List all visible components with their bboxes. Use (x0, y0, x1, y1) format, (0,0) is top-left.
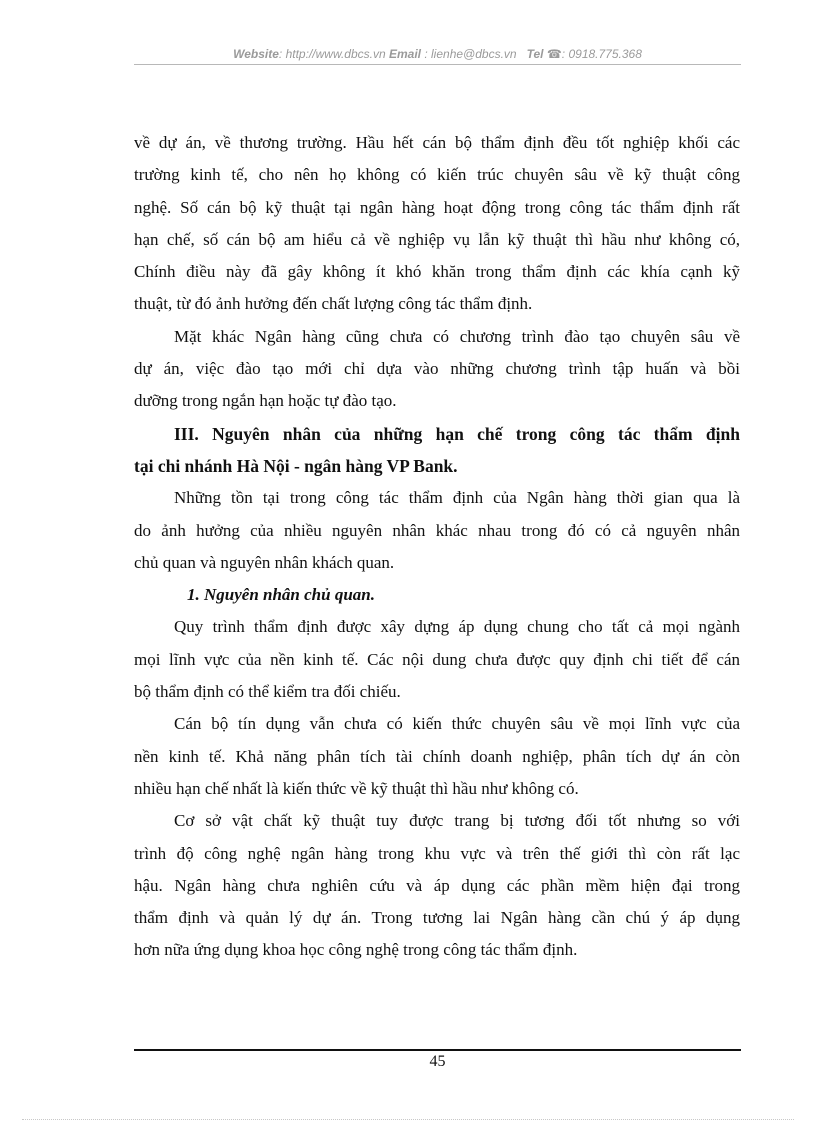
website-label: Website (233, 47, 279, 61)
text-line: Quy trình thẩm định được xây dựng áp dụng chung cho tất cả mọi ngành (174, 617, 740, 637)
text-line: bộ thẩm định có thể kiểm tra đối chiếu. (134, 682, 401, 702)
text-line: trình độ công nghệ ngân hàng trong khu vực và trên thế giới thì còn rất lạc (134, 843, 740, 863)
email-value: : lienhe@dbcs.vn (424, 47, 517, 61)
page-bottom-border (22, 1119, 794, 1120)
text-line: nghệ. Số cán bộ kỹ thuật tại ngân hàng hoạt động trong công tác thẩm định rất (134, 197, 740, 217)
text-line: về dự án, về thương trường. Hầu hết cán bộ thẩm định đều tốt nghiệp khối các (134, 133, 740, 152)
website-value: : http://www.dbcs.vn (278, 47, 386, 61)
page-number: 45 (429, 1053, 446, 1070)
text-line: dự án, việc đào tạo mới chỉ dựa vào những chương trình tập huấn và bồi (134, 359, 740, 379)
text-line: hơn nữa ứng dụng khoa học công nghệ trong công tác thẩm định. (134, 940, 578, 960)
text-line: nền kinh tế. Khả năng phân tích tài chính doanh nghiệp, phân tích dự án còn (134, 746, 740, 766)
email-label: Email (388, 47, 421, 61)
text-line: thuật, từ đó ảnh hưởng đến chất lượng công tác thẩm định. (134, 294, 533, 314)
text-line: mọi lĩnh vực của nền kinh tế. Các nội dung chưa được quy định chi tiết để cán (134, 649, 740, 669)
subsection-heading: 1. Nguyên nhân chủ quan. (187, 585, 376, 605)
text-line: thẩm định và quản lý dự án. Trong tương lai Ngân hàng cần chú ý áp dụng (134, 908, 740, 928)
section-heading-continued: tại chi nhánh Hà Nội - ngân hàng VP Bank. (134, 455, 458, 476)
page-header (134, 46, 741, 62)
telephone-icon: ☎ (546, 47, 562, 61)
footer-divider (134, 1049, 741, 1051)
text-line: hạn chế, số cán bộ am hiểu cả về nghiệp vụ lẫn kỹ thuật thì hầu như không có, (134, 229, 740, 249)
document-body (134, 127, 740, 967)
text-line: do ảnh hưởng của nhiều nguyên nhân khác nhau trong đó có cả nguyên nhân (134, 520, 740, 540)
text-line: trường kinh tế, cho nên họ không có kiến trúc chuyên sâu về kỹ thuật công (134, 165, 740, 185)
section-heading: III. Nguyên nhân của những hạn chế trong công tác thẩm định (174, 423, 740, 444)
text-line: chủ quan và nguyên nhân khách quan. (134, 552, 395, 572)
text-line: Cán bộ tín dụng vẫn chưa có kiến thức chuyên sâu về mọi lĩnh vực của (174, 714, 740, 734)
tel-label: Tel (526, 47, 544, 61)
tel-value: : 0918.775.368 (561, 47, 642, 61)
text-line: Những tồn tại trong công tác thẩm định của Ngân hàng thời gian qua là (174, 488, 740, 508)
text-line: dưỡng trong ngắn hạn hoặc tự đào tạo. (134, 391, 397, 411)
text-line: hậu. Ngân hàng chưa nghiên cứu và áp dụng các phần mềm hiện đại trong (134, 875, 740, 895)
header-divider (134, 64, 741, 65)
text-line: Cơ sở vật chất kỹ thuật tuy được trang bị tương đối tốt nhưng so với (174, 811, 740, 831)
text-line: nhiều hạn chế nhất là kiến thức về kỹ thuật thì hầu như không có. (134, 778, 579, 798)
text-line: Mặt khác Ngân hàng cũng chưa có chương trình đào tạo chuyên sâu về (174, 326, 740, 346)
text-line: Chính điều này đã gây không ít khó khăn trong thẩm định các khía cạnh kỹ (134, 262, 740, 282)
